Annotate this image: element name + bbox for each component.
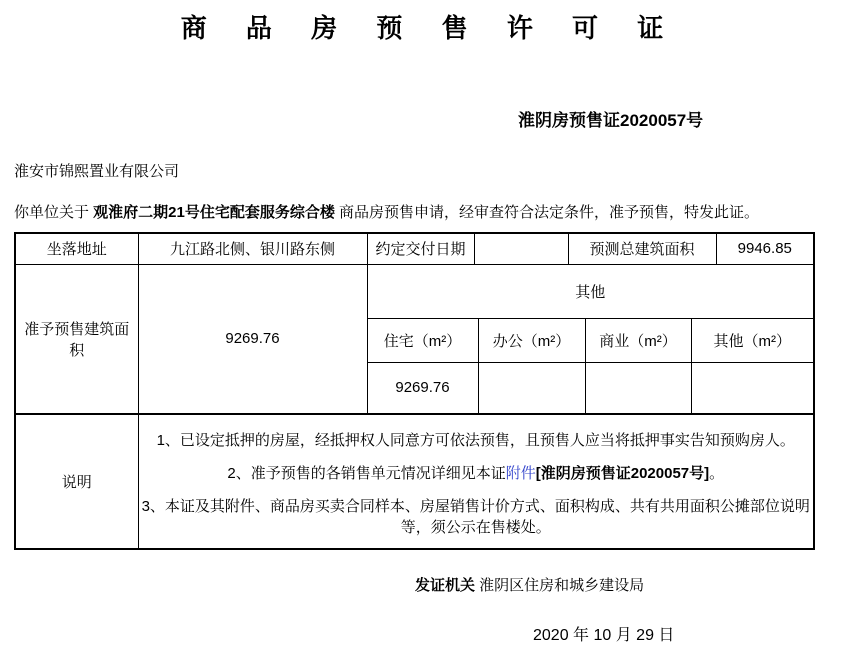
notes-content: [138, 414, 814, 549]
document-title: 商 品 房 预 售 许 可 证: [180, 13, 680, 43]
address-value: 九江路北侧、银川路东侧: [138, 233, 367, 264]
issuer-label: 发证机关: [415, 577, 476, 594]
note-2-cert-ref: [淮阴房预售证2020057号]: [535, 464, 710, 482]
value-residential: 9269.76: [367, 362, 478, 414]
value-other: [691, 362, 814, 414]
total-area-label: 预测总建筑面积: [568, 233, 716, 264]
col-header-commercial: 商业（m²）: [585, 318, 691, 362]
col-header-other: 其他（m²）: [691, 318, 814, 362]
col-header-office: 办公（m²）: [478, 318, 585, 362]
notes-label: 说明: [15, 414, 138, 549]
delivery-date-value: [474, 233, 568, 264]
approved-area-total: 9269.76: [138, 264, 367, 414]
delivery-date-label: 约定交付日期: [367, 233, 474, 264]
note-1: 1、已设定抵押的房屋，经抵押权人同意方可依法预售，且预售人应当将抵押事实告知预购房人。: [156, 431, 795, 449]
company-name: 淮安市锦熙置业有限公司: [14, 163, 180, 180]
issuer-line: [415, 574, 644, 595]
table-row: [15, 414, 814, 549]
certificate-number: 淮阴房预售证2020057号: [518, 111, 704, 130]
note-2-suffix: 。: [709, 464, 725, 482]
note-2: [142, 463, 811, 484]
total-area-value: 9946.85: [716, 233, 814, 264]
address-label: 坐落地址: [15, 233, 138, 264]
note-2-prefix: 2、准予预售的各销售单元情况详细见本证: [227, 464, 506, 482]
table-row: [15, 264, 814, 318]
project-name: 观淮府二期21号住宅配套服务综合楼: [93, 204, 335, 221]
approved-area-label: 准予预售建筑面积: [15, 264, 138, 414]
attachment-link[interactable]: 附件: [505, 464, 536, 482]
note-3: 3、本证及其附件、商品房买卖合同样本、房屋销售计价方式、面积构成、共有共用面积公摊部位说明等，须公示在售楼处。: [141, 497, 810, 536]
other-header: 其他: [367, 264, 814, 318]
intro-suffix: 商品房预售申请，经审查符合法定条件，准予预售，特发此证。: [334, 204, 760, 221]
intro-paragraph: [14, 201, 824, 222]
table-row: [15, 233, 814, 264]
value-commercial: [585, 362, 691, 414]
value-office: [478, 362, 585, 414]
issue-date: 2020 年 10 月 29 日: [533, 627, 675, 644]
permit-table: [14, 232, 815, 550]
col-header-residential: 住宅（m²）: [367, 318, 478, 362]
issuer-value: 淮阴区住房和城乡建设局: [475, 577, 645, 594]
intro-prefix: 你单位关于: [14, 204, 94, 221]
